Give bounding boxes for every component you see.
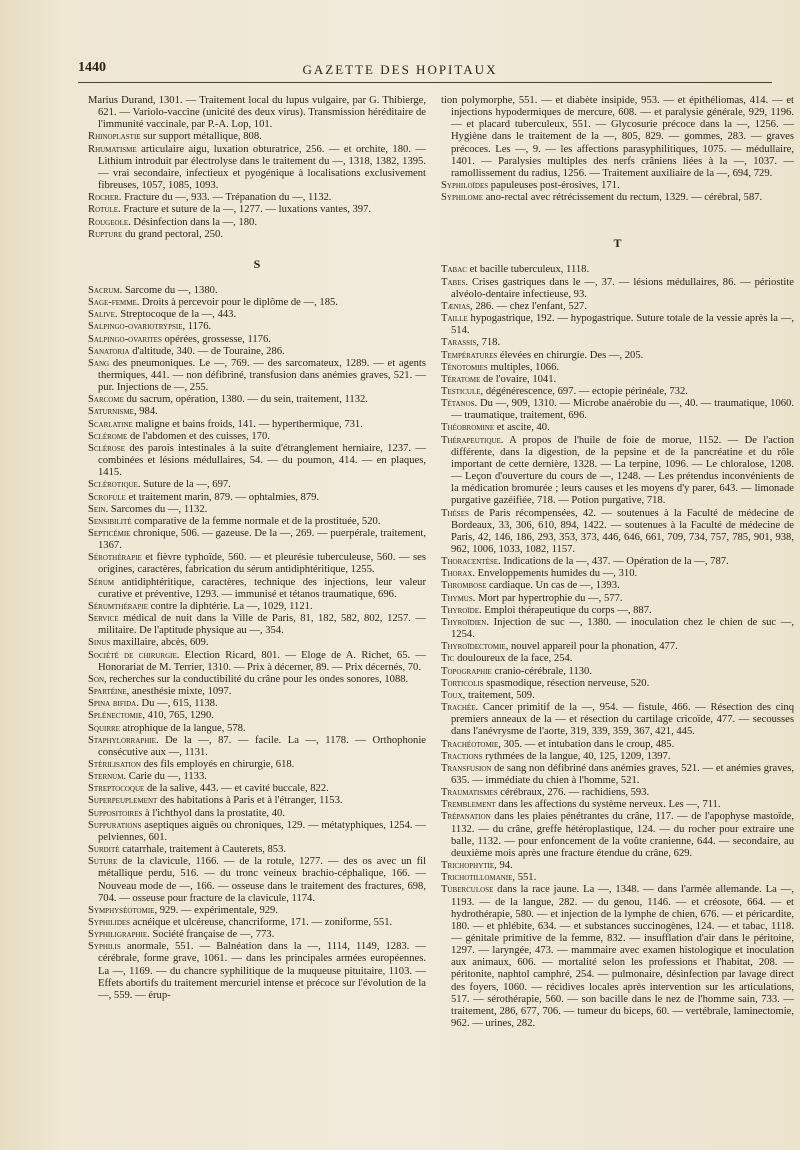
- entry-text: . A propos de l'huile de foie de morue, 1152. — De l'action différente, dans la digestion, de la pepsine et de la pancréatine et du rôle important de cette dernière, 1328. — La terpine, 1096. — Le chloralose, 1208. — Leçon d'ouverture du cours de —, 1248. — Les prétendus inconvénients de la médication bromurée ; leurs causes et les moyens d'y parer, 643. — limonade purgative gazéifiée, 718. — Potion purgative, 718.: [451, 434, 794, 507]
- entry-text: catarrhale, traitement à Cauterets, 853.: [119, 844, 287, 856]
- entry-text: de la salive, 443. — et cavité buccale, 822.: [144, 783, 329, 795]
- entry-term: Syphilis: [88, 941, 121, 953]
- index-entry: [88, 95, 426, 131]
- index-entry: [88, 577, 426, 601]
- entry-term: Rocher: [88, 192, 119, 204]
- index-entry: [441, 435, 794, 508]
- entry-term: Tic: [441, 653, 455, 665]
- entry-text: rythmées de la langue, 40, 125, 1209, 1397.: [482, 750, 671, 762]
- entry-term: Septicémie: [88, 528, 131, 539]
- index-entry: [441, 508, 794, 557]
- index-entry: [88, 698, 426, 710]
- entry-text: multiples, 1066.: [487, 361, 560, 373]
- entry-term: Thymus: [441, 592, 473, 604]
- entry-term: Torticolis: [441, 677, 484, 689]
- index-entry: [441, 422, 794, 434]
- entry-text: , 305. — et intubation dans le croup, 485.: [498, 738, 675, 750]
- entry-text: dans les affections du système nerveux. Les —, 711.: [495, 799, 721, 811]
- entry-text: cranio-cérébrale, 1130.: [491, 665, 593, 677]
- entry-term: Tabac: [441, 264, 467, 276]
- entry-term: Salpingo-ovarites: [88, 333, 162, 345]
- entry-term: Son: [88, 673, 105, 685]
- entry-term: Syphilides: [88, 917, 131, 928]
- entry-term: Syphilome: [441, 192, 484, 204]
- entry-text: , 94.: [494, 860, 513, 872]
- page-header: [0, 50, 800, 84]
- index-entry: [88, 479, 426, 491]
- page-number: 1440: [78, 60, 106, 75]
- entry-text: maxillaire, abcès, 609.: [110, 637, 209, 649]
- index-entry: [441, 653, 794, 665]
- entry-term: Thèses: [441, 507, 469, 519]
- index-entry: [88, 759, 426, 771]
- entry-term: Trachéotomie: [441, 738, 499, 750]
- index-entry: [88, 686, 426, 698]
- index-entry: [88, 735, 426, 759]
- entry-text: et fièvre typhoïde, 560. — et pleurésie tuberculeuse, 560. — ses origines, caractères, fabrication du sérum antidiphtéritique, 1255.: [98, 552, 426, 576]
- entry-term: Sanatoria: [88, 345, 130, 357]
- entry-term: Testicule: [441, 385, 481, 397]
- entry-text: comparative de la femme normale et de la prostituée, 520.: [131, 515, 381, 527]
- index-entry: [88, 528, 426, 552]
- entry-term: Rhinoplastie: [88, 131, 141, 143]
- entry-term: Ténotomies: [441, 361, 488, 373]
- entry-term: Trichotillomanie: [441, 872, 513, 884]
- entry-text: maligne et bains froids, 141. — hyperthermique, 731.: [132, 418, 363, 430]
- entry-text: acnéique et ulcéreuse, chancriforme, 171. — zoniforme, 551.: [130, 917, 393, 928]
- index-entry: [88, 334, 426, 346]
- entry-term: Tuberculose: [441, 884, 494, 896]
- entry-text: et traitement marin, 879. — ophtalmies, 879.: [125, 491, 320, 503]
- index-entry: [88, 637, 426, 649]
- entry-term: Thérapeutique: [441, 434, 501, 446]
- entry-term: Stérilisation: [88, 758, 141, 770]
- entry-text: des fils employés en chirurgie, 618.: [140, 758, 295, 770]
- entry-term: Scarlatine: [88, 418, 133, 430]
- entry-term: Rhumatisme: [88, 143, 137, 155]
- entry-text: papuleuses post-érosives, 171.: [488, 180, 620, 192]
- index-entry: [88, 650, 426, 674]
- entry-term: Sérumthérapie: [88, 600, 148, 612]
- entry-term: Staphylorraphie: [88, 734, 156, 746]
- index-entry: [88, 394, 426, 406]
- index-entry: [441, 872, 794, 884]
- index-entry: [88, 204, 426, 216]
- entry-text: atrophique de la langue, 578.: [119, 722, 246, 734]
- entry-term: Tarassis: [441, 337, 477, 349]
- header-rule: [78, 82, 772, 83]
- entry-text: et bacille tuberculeux, 1118.: [466, 264, 590, 276]
- entry-text: , anesthésie mixte, 1097.: [126, 686, 232, 698]
- entry-text: du grand pectoral, 250.: [122, 228, 223, 240]
- entry-term: Sérothérapie: [88, 552, 142, 564]
- entry-text: , 551.: [512, 872, 537, 884]
- index-entry: [88, 131, 426, 143]
- index-entry: [441, 95, 794, 180]
- entry-text: . Carie du —, 1133.: [123, 771, 207, 783]
- index-entry: [441, 180, 794, 192]
- index-entry: [88, 492, 426, 504]
- entry-term: Service: [88, 613, 119, 625]
- entry-text: élevées en chirurgie. Des —, 205.: [497, 349, 644, 361]
- entry-term: Scrofule: [88, 491, 126, 503]
- left-top-entries: [88, 95, 426, 241]
- entry-text: . Droits à percevoir pour le diplôme de —, 185.: [136, 297, 338, 309]
- index-entry: [441, 556, 794, 568]
- entry-text: , 286. — chez l'enfant, 527.: [470, 300, 587, 312]
- entry-text: sur support métallique, 808.: [140, 131, 262, 143]
- entry-text: de la clavicule, 1166. — de la rotule, 1277. — des os avec un fil métallique perdu, 516. — du tronc veineux brachio-céphalique, 166. — Nouveau mode de —, 166. — osseuse dans le traitement des fractures, 698, 704. — osseuse pour fracture de la clavicule, 1174.: [98, 856, 426, 904]
- entry-text: chronique, 506. — gazeuse. De la —, 269. — puerpérale, traitement, 1367.: [98, 528, 426, 552]
- entry-text: tion polymorphe, 551. — et diabète insipide, 953. — et épithéliomas, 414. — et injections hypodermiques de mercure, 608. — et paralysie générale, 929, 1196. — et placard tuberculeux, 551. — Glycosurie précoce dans la —, 1256. — Hygiène dans le traitement de la —, 805, 829. — gommes, 283. — graves précoces. Les —, 9. — les affections parasyphilitiques, 1075. — médullaire, 1401. — Paralysies multiples des nerfs crâniens liées à la —, 1037. — ramollissement du radius, 1256. — Traitement auxiliaire de la —, 694, 729.: [441, 95, 794, 179]
- entry-term: Thyroïdectomie: [441, 641, 506, 653]
- entry-text: du sacrum, opération, 1380. — du sein, traitement, 1132.: [123, 394, 368, 406]
- entry-term: Thrombose: [441, 580, 487, 592]
- entry-text: contre la diphtérie. La —, 1029, 1121.: [147, 600, 313, 612]
- entry-text: cardiaque. Un cas de —, 1393.: [486, 580, 620, 592]
- entry-text: . Indications de la —, 437. — Opération de la —, 787.: [498, 556, 729, 568]
- entry-text: hypogastrique, 192. — hypogastrique. Suture totale de la vessie après la —, 514.: [451, 313, 794, 337]
- entry-text: douloureux de la face, 254.: [454, 653, 573, 665]
- entry-term: Trichophytie: [441, 860, 495, 872]
- index-entry: [441, 398, 794, 422]
- entry-term: Rupture: [88, 228, 123, 240]
- entry-text: antidiphtéritique, caractères, technique des injections, leur valeur curative et préventive, 1293. — immunisé et tétanos traumatique, 696.: [98, 576, 426, 600]
- index-entry: [441, 192, 794, 204]
- entry-term: Topographie: [441, 665, 492, 677]
- index-entry: [88, 217, 426, 229]
- index-entry: [441, 374, 794, 386]
- entry-text: , traitement, 509.: [462, 689, 535, 701]
- index-entry: [88, 144, 426, 193]
- entry-term: Sclérotique: [88, 479, 138, 491]
- section-heading-s: S: [253, 256, 261, 271]
- entry-text: anormale, 551. — Balnéation dans la —, 1114, 1149, 1283. — cérébrale, forme grave, 1061. — dans les principales armées européennes. La —, 1169. — du chancre syphilitique de la muqueuse pituitaire, 1103. — Effets abortifs du traitement mercuriel intense et précoce sur l'évolution de la —, 559. — érup-: [98, 941, 426, 1001]
- index-entry: [88, 783, 426, 795]
- index-entry: [441, 593, 794, 605]
- entry-text: . Injection de suc —, 1380. — inoculation chez le chien de suc —, 1254.: [451, 616, 794, 641]
- entry-term: Trachée: [441, 702, 476, 714]
- entry-text: . Fracture et suture de la —, 1277. — luxations vantes, 397.: [118, 204, 372, 216]
- index-entry: [441, 702, 794, 738]
- index-entry: [441, 362, 794, 374]
- entry-term: Traumatismes: [441, 787, 498, 799]
- entry-text: dans les plaies pénétrantes du crâne, 117. — de l'apophyse mastoïde, 1132. — du crâne, greffe hétéroplastique, 124. — du rocher pour extraire une balle, 1132. — pour enfoncement de la voûte cranienne, 644. — secondaire, au deuxième mois après une fracture étendue du crâne, 629.: [451, 811, 794, 859]
- entry-text: dans la race jaune. La —, 1348. — dans l'armée allemande. La —, 1193. — de la langue, 282. — du genou, 1146. — et créosote, 664. — et hydrothérapie, 580. — et injection de la lymphe de chien, 676. — et péricardite, 180. — et phlébite, 634. — et substances succinogènes, 124. — et tabac, 1118. — génitale primitive de la femme, 832. — insufflation d'air dans le péritoine, 1297. — laryngée, 473. — mammaire avec examen histologique et inoculation aux animaux, 606. — mortalité selon les professions et l'habitat, 208. — péritonite, naphtol camphré, 254. — pulmonaire, désinfection par lavage direct des foyers, 1060. — récidives locales après intervention sur les articulations, 517. — sérothérapie, 560. — son bacille dans le nez de l'homme sain, 733. — traitement, 286, 677, 706. — tumeur du biceps, 60. — vertébrale, laminectomie, 962. — urines, 282.: [451, 884, 794, 1030]
- running-title: GAZETTE DES HOPITAUX: [302, 62, 498, 77]
- index-entry: [441, 617, 794, 641]
- index-entry: [88, 358, 426, 394]
- entry-text: et ascite, 40.: [494, 422, 550, 434]
- index-entry: [441, 678, 794, 690]
- left-column: [88, 95, 426, 1002]
- index-entry: [441, 386, 794, 398]
- entry-term: Taille: [441, 313, 468, 325]
- entry-term: Salive: [88, 309, 115, 321]
- entry-term: Sein: [88, 503, 106, 515]
- entry-text: de Paris récompensées, 42. — soutenues à la Faculté de médecine de Bordeaux, 33, 306, 610, 894, 1422. — soutenues à la Faculté de médecine de Paris, 42, 146, 186, 293, 353, 373, 446, 646, 661, 709, 734, 757, 785, 901, 938, 962, 1006, 1033, 1082, 1157.: [451, 507, 794, 555]
- index-entry: [441, 666, 794, 678]
- entry-text: des parois intestinales à la suite d'étranglement herniaire, 1237. — combinées et lésions médullaires, 54. — du poumon, 414. — en plaques, 1415.: [98, 442, 426, 479]
- entry-term: Superpeuplement: [88, 795, 158, 807]
- index-entry: [441, 884, 794, 1030]
- index-entry: [441, 787, 794, 799]
- index-entry: [88, 229, 426, 241]
- entry-text: de l'ovaire, 1041.: [480, 373, 557, 385]
- entry-term: Thyroïdien: [441, 616, 487, 628]
- entry-term: Suppurations: [88, 819, 142, 831]
- index-entry: [88, 419, 426, 431]
- entry-term: Suppositoires: [88, 807, 143, 819]
- index-entry: [88, 516, 426, 528]
- entry-term: Théobromine: [441, 422, 495, 434]
- index-entry: [88, 710, 426, 722]
- index-entry: [88, 808, 426, 820]
- entry-term: Symphyséotomie: [88, 904, 155, 916]
- entry-text: . Désinfection dans la —, 180.: [128, 216, 257, 228]
- entry-text: d'altitude, 340. — de Touraine, 286.: [129, 345, 285, 357]
- index-entry: [441, 605, 794, 617]
- index-entry: [441, 580, 794, 592]
- entry-text: . Sarcomes du —, 1132.: [105, 503, 208, 515]
- entry-text: . De la —, 87. — facile. La —, 1178. — Orthophonie consécutive aux —, 1131.: [98, 734, 426, 758]
- index-entry: [88, 285, 426, 297]
- entry-text: , 718.: [476, 337, 501, 349]
- entry-text: . Du —, 909, 1310. — Microbe anaérobie du —, 40. — traumatique, 1060. — traumatique, traitement, 696.: [451, 398, 794, 422]
- entry-term: Spina bifida: [88, 698, 137, 710]
- entry-term: Rougeole: [88, 216, 129, 228]
- entry-text: . Cancer primitif de la —, 954. — fistule, 466. — Résection des cinq premiers anneaux de la — et résection du cartilage cricoïde, 477. — secousses dans l'anévrysme de l'aorte, 319, 339, 359, 367, 421, 445.: [451, 702, 794, 738]
- index-entry: [441, 350, 794, 362]
- index-entry: [88, 674, 426, 686]
- section-t-entries: [441, 264, 794, 1030]
- index-entry: [441, 337, 794, 349]
- entry-term: Sensibilité: [88, 515, 132, 527]
- entry-term: Sarcome: [88, 394, 124, 406]
- index-entry: [88, 431, 426, 443]
- entry-text: . Sarcome du —, 1380.: [119, 284, 218, 296]
- entry-text: , 1176.: [182, 321, 212, 333]
- entry-term: Trépanation: [441, 811, 491, 823]
- index-entry: [88, 905, 426, 917]
- entry-term: Squirre: [88, 722, 120, 734]
- entry-term: Thyroïde: [441, 604, 479, 616]
- entry-text: de l'abdomen et des cuisses, 170.: [127, 430, 270, 442]
- entry-text: , recherches sur la conductibilité du crâne pour les ondes sonores, 1088.: [104, 673, 409, 685]
- index-entry: [88, 795, 426, 807]
- entry-term: Sclérose: [88, 442, 126, 454]
- entry-term: Streptocoque: [88, 783, 145, 795]
- index-entry: [441, 739, 794, 751]
- index-entry: [88, 771, 426, 783]
- index-entry: [88, 601, 426, 613]
- index-entry: [441, 568, 794, 580]
- entry-term: Salpingo-ovariotrypsie: [88, 321, 183, 333]
- index-entry: [441, 860, 794, 872]
- entry-term: Société de chirurgie: [88, 649, 177, 661]
- index-entry: [441, 799, 794, 811]
- entry-text: aseptiques aiguës ou chroniques, 129. — métatyphiques, 1254. — pelviennes, 601.: [98, 819, 426, 843]
- entry-term: Sacrum: [88, 284, 120, 296]
- right-column: [441, 95, 794, 1030]
- entry-term: Sérum: [88, 576, 115, 588]
- entry-text: . Fracture du —, 933. — Trépanation du —, 1132.: [118, 192, 332, 204]
- index-entry: [88, 941, 426, 1002]
- index-entry: [88, 297, 426, 309]
- entry-text: . Suture de la —, 697.: [137, 479, 231, 491]
- entry-text: . Enveloppements humides du —, 310.: [472, 568, 638, 580]
- entry-term: Suture: [88, 856, 118, 868]
- index-entry: [88, 192, 426, 204]
- right-top-entries: [441, 95, 794, 204]
- entry-text: . Mort par hypertrophie du —, 577.: [472, 592, 623, 604]
- index-entry: [88, 406, 426, 418]
- entry-term: Tératome: [441, 373, 481, 385]
- index-entry: [441, 277, 794, 301]
- entry-text: , nouvel appareil pour la phonation, 477.: [505, 641, 678, 653]
- entry-term: Thorax: [441, 568, 473, 580]
- entry-term: Sclérome: [88, 430, 128, 442]
- entry-text: . Société française de —, 773.: [147, 929, 275, 941]
- section-heading-t: T: [613, 236, 622, 251]
- entry-text: des habitations à Paris et à l'étranger, 1153.: [157, 795, 343, 807]
- entry-term: Tænias: [441, 300, 471, 312]
- index-entry: [441, 301, 794, 313]
- entry-text: opérées, grossesse, 1176.: [161, 333, 271, 345]
- entry-text: spasmodique, résection nerveuse, 520.: [483, 677, 650, 689]
- entry-text: . Election Ricard, 801. — Eloge de A. Richet, 65. — Honorariat de M. Terrier, 1310. — Prix à décerner, 89. — Prix décernés, 70.: [98, 649, 427, 673]
- index-entry: [441, 264, 794, 276]
- entry-text: cérébraux, 276. — rachidiens, 593.: [497, 787, 650, 799]
- entry-term: Thoracentèse: [441, 556, 499, 568]
- entry-term: Tétanos: [441, 398, 475, 410]
- entry-text: , dégénérescence, 697. — ectopie périnéale, 732.: [480, 385, 688, 397]
- entry-text: , 929. — expérimentale, 929.: [154, 904, 278, 916]
- index-entry: [88, 844, 426, 856]
- index-entry: [88, 346, 426, 358]
- entry-term: Toux: [441, 689, 463, 701]
- entry-term: Sang: [88, 357, 110, 369]
- index-entry: [441, 751, 794, 763]
- entry-term: Syphiloïdes: [441, 180, 489, 192]
- index-entry: [441, 641, 794, 653]
- entry-text: , 984.: [133, 406, 158, 418]
- index-entry: [88, 917, 426, 929]
- index-entry: [441, 690, 794, 702]
- entry-term: Rotule: [88, 204, 119, 216]
- section-s-entries: [88, 285, 426, 1002]
- entry-text: . Crises gastriques dans le —, 37. — lésions médullaires, 86. — périostite alvéolo-dentaire infectieuse, 93.: [451, 276, 794, 300]
- entry-text: à l'ichthyol dans la prostatite, 40.: [142, 807, 285, 819]
- entry-text: médical de nuit dans la Ville de Paris, 81, 182, 582, 802, 1257. — militaire. De l'aptitude physique au —, 354.: [98, 613, 426, 637]
- entry-text: ano-rectal avec rétrécissement du rectum, 1329. — cérébral, 587.: [483, 192, 763, 204]
- index-entry: [88, 723, 426, 735]
- entry-term: Surdité: [88, 844, 120, 856]
- index-entry: [441, 811, 794, 860]
- section-spacer: [441, 204, 794, 220]
- entry-term: Spartéine: [88, 686, 127, 698]
- entry-term: Sternum: [88, 771, 124, 783]
- entry-term: Transfusion: [441, 762, 492, 774]
- index-entry: [88, 613, 426, 637]
- entry-text: . Du —, 615, 1138.: [136, 698, 218, 710]
- entry-term: Syphiligraphie: [88, 929, 148, 941]
- index-entry: [441, 313, 794, 337]
- entry-term: Sage-femme: [88, 297, 137, 309]
- entry-text: , 410, 765, 1290.: [142, 710, 214, 722]
- entry-text: . Emploi thérapeutique du corps —, 887.: [478, 604, 652, 616]
- entry-term: Splénectomie: [88, 710, 143, 722]
- entry-term: Tremblement: [441, 799, 496, 811]
- index-entry: [441, 763, 794, 787]
- index-entry: [88, 820, 426, 844]
- entry-text: . Streptocoque de la —, 443.: [114, 309, 237, 321]
- index-entry: [88, 321, 426, 333]
- index-entry: [88, 309, 426, 321]
- entry-term: Températures: [441, 349, 498, 361]
- index-entry: [88, 929, 426, 941]
- entry-text: articulaire aigu, luxation obturatrice, 256. — et orchite, 180. — Lithium introduit par électrolyse dans le traitement du —, 1318, 1382, 1395. — vrai secondaire, infectieux et pyogénique à localisations exclusivement fibreuses, 1057, 1085, 1093.: [98, 143, 426, 192]
- entry-text: Marius Durand, 1301. — Traitement local du lupus vulgaire, par G. Thibierge, 621. — Variolo-vaccine (unicité des deux virus). Transmission héréditaire de l'immunité vaccinale, par P.-A. Lop, 101.: [88, 95, 426, 131]
- index-entry: [88, 504, 426, 516]
- index-entry: [88, 443, 426, 479]
- entry-term: Saturnisme: [88, 406, 134, 418]
- entry-term: Sinus: [88, 637, 111, 649]
- index-entry: [88, 856, 426, 905]
- entry-term: Tractions: [441, 750, 483, 762]
- entry-text: des pneumoniques. Le —, 769. — des sarcomateux, 1289. — et agents thermiques, 441. — non défibriné, transfusion dans anémies graves, 521. — pur. Injections de —, 255.: [98, 357, 426, 394]
- entry-text: de sang non défibriné dans anémies graves, 521. — et anémies graves, 635. — immédiate du chien à l'homme, 521.: [451, 762, 794, 786]
- index-entry: [88, 552, 426, 576]
- entry-term: Tabes: [441, 276, 466, 288]
